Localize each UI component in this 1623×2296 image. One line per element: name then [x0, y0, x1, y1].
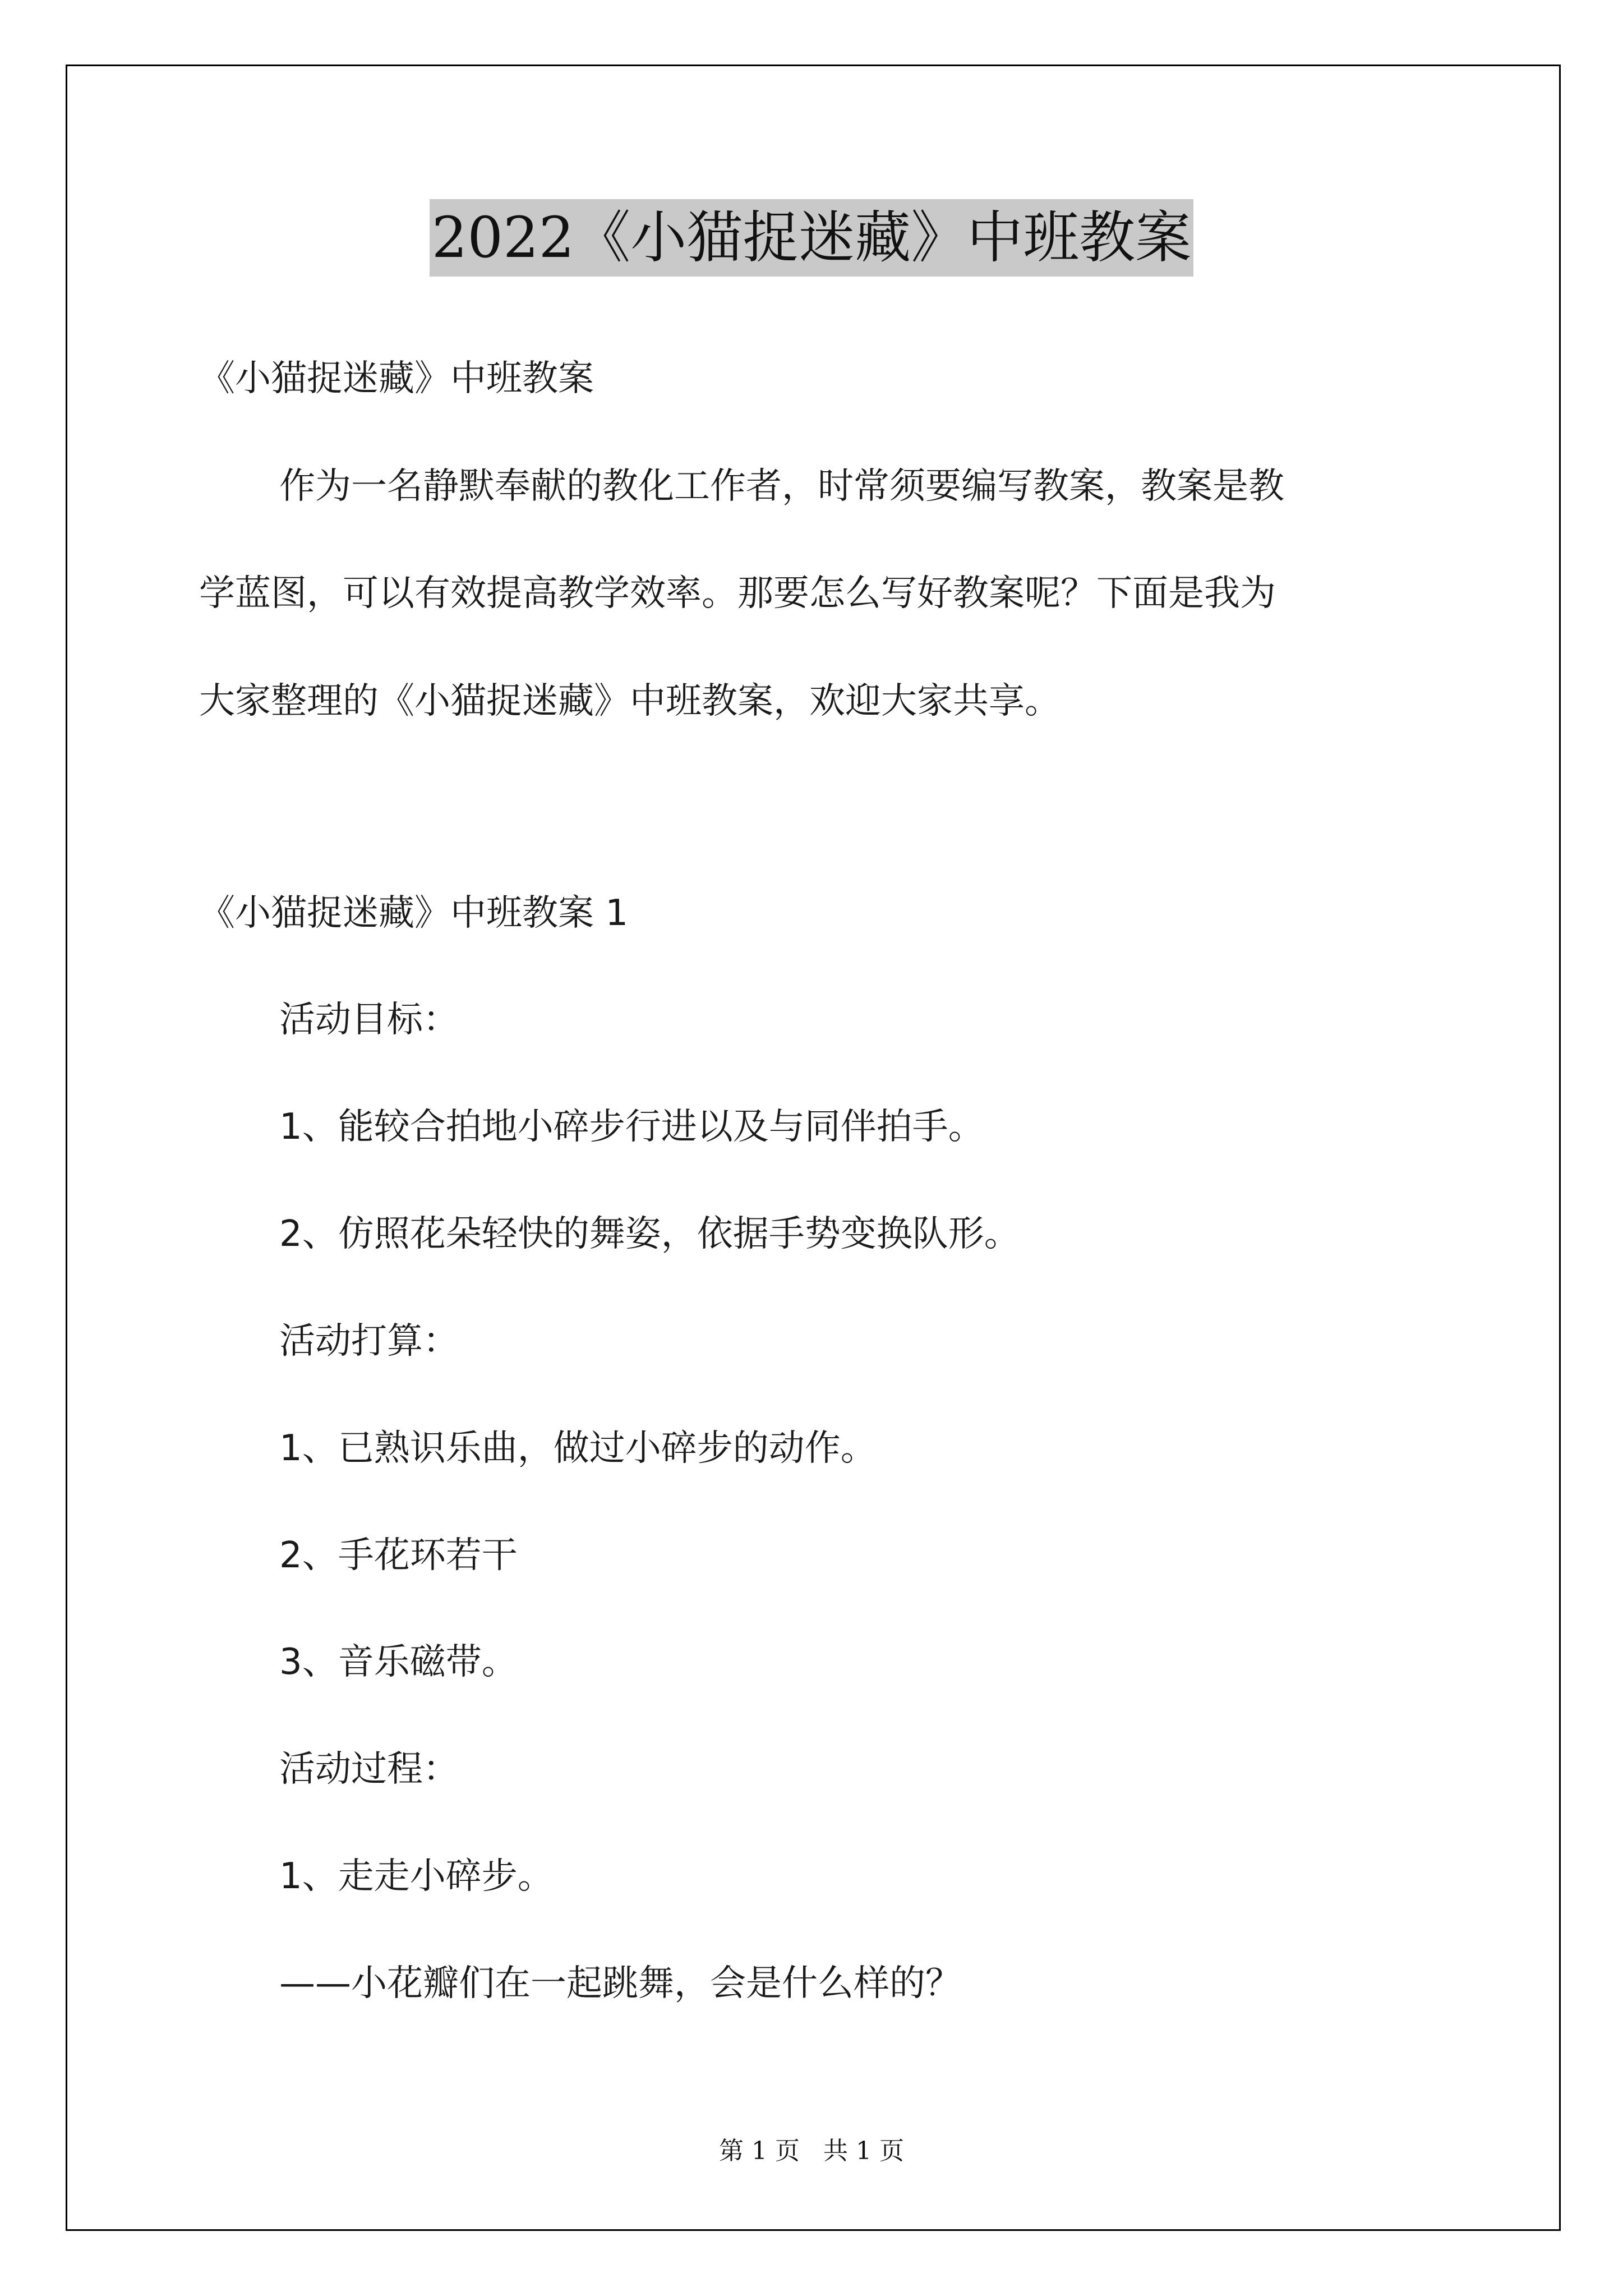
- prep-item-1: 1、已熟识乐曲，做过小碎步的动作。: [279, 1428, 877, 1469]
- prep-item-3: 3、音乐磁带。: [279, 1641, 518, 1683]
- intro-paragraph-line-1: 作为一名静默奉献的教化工作者，时常须要编写教案，教案是教: [279, 466, 1284, 507]
- section-heading: 《小猫捉迷藏》中班教案 1: [199, 892, 629, 934]
- goal-item-1: 1、能较合拍地小碎步行进以及与同伴拍手。: [279, 1106, 984, 1148]
- process-item-1: 1、走走小碎步。: [279, 1856, 554, 1897]
- document-title: 2022《小猫捉迷藏》中班教案: [430, 199, 1194, 277]
- activity-process-heading: 活动过程：: [279, 1749, 459, 1790]
- title-container: [0, 199, 1623, 277]
- subtitle-line: 《小猫捉迷藏》中班教案: [199, 358, 594, 399]
- activity-goals-heading: 活动目标：: [279, 999, 459, 1041]
- activity-prep-heading: 活动打算：: [279, 1320, 459, 1362]
- intro-paragraph-line-2: 学蓝图，可以有效提高教学效率。那要怎么写好教案呢？下面是我为: [199, 573, 1276, 614]
- goal-item-2: 2、仿照花朵轻快的舞姿，依据手势变换队形。: [279, 1213, 1020, 1255]
- page-number-footer: 第 1 页 共 1 页: [719, 2137, 904, 2165]
- process-dialogue-line: ——小花瓣们在一起跳舞，会是什么样的？: [279, 1963, 961, 2004]
- prep-item-2: 2、手花环若干: [279, 1535, 518, 1576]
- intro-paragraph-line-3: 大家整理的《小猫捉迷藏》中班教案，欢迎大家共享。: [199, 680, 1061, 722]
